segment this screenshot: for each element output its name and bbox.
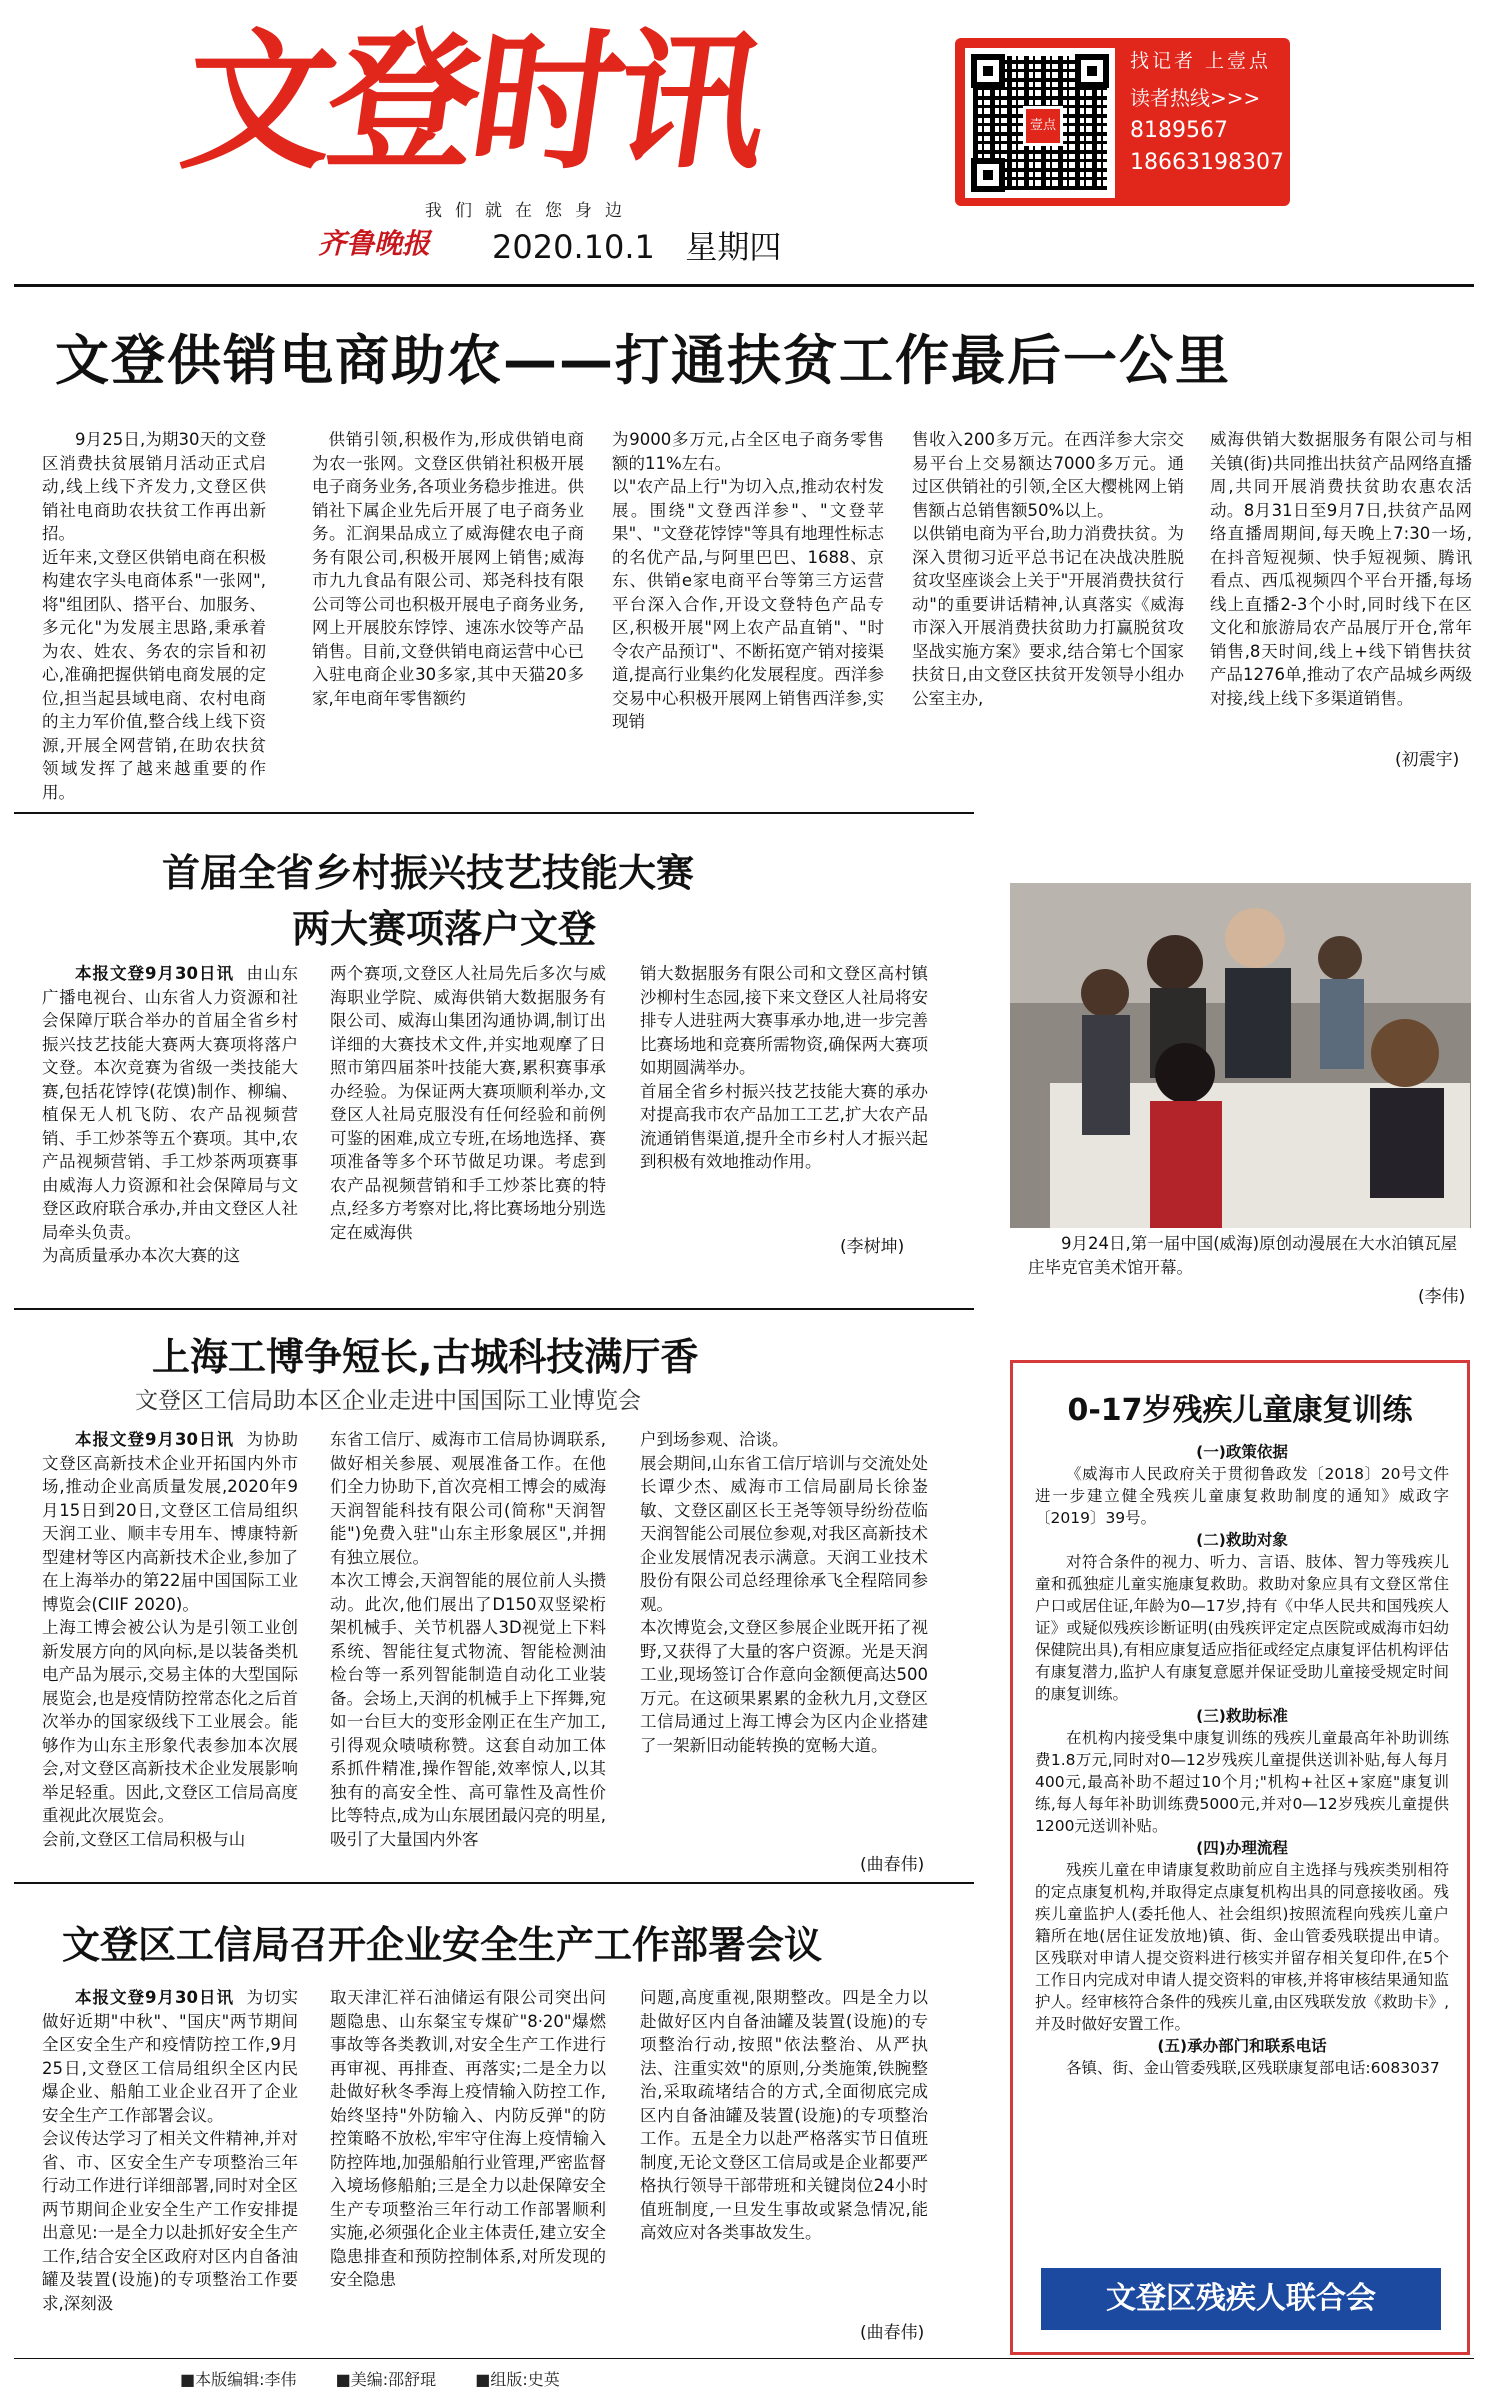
issue-date-line <box>492 222 781 268</box>
rehab-box-content <box>1035 1441 1449 2079</box>
slogan: 我们就在您身边 <box>425 201 635 221</box>
rehab-section-text: 残疾儿童在申请康复救助前应自主选择与残疾类别相符的定点康复机构,并取得定点康复机构出具的同意接收函。残疾儿童监护人(委托他人、社会组织)按照流程向残疾儿童户籍所在地(居住证发放地)镇、街、金山管委残联提出申请。区残联对申请人提交资料进行核实并留存相关复印件,在5个工作日内完成对申请人提交资料的审核,并将审核结果通知监护人。经审核符合条件的残疾儿童,由区残联发放《救助卡》,并及时做好安置工作。 <box>1035 1861 1449 2033</box>
rehab-section-heading: (四)办理流程 <box>1196 1839 1288 1857</box>
qr-eye <box>971 158 1005 192</box>
article2-col <box>330 962 606 1244</box>
rehab-section-text: 《威海市人民政府关于贯彻鲁政发〔2018〕20号文件进一步建立健全残疾儿童康复救助制度的通知》威政字〔2019〕39号。 <box>1035 1465 1449 1527</box>
footer-proof: ■组版:史英 <box>475 2370 560 2389</box>
page-footer <box>180 2367 594 2390</box>
rehab-section-text: 各镇、街、金山管委残联,区残联康复部电话:6083037 <box>1066 2059 1440 2077</box>
qr-code[interactable] <box>965 48 1115 198</box>
article3-col <box>640 1428 928 1757</box>
article3-headline: 上海工博争短长,古城科技满厅香 <box>152 1335 699 1379</box>
rehab-section-heading: (二)救助对象 <box>1196 1531 1288 1549</box>
article1-col <box>612 428 884 734</box>
masthead-title: 文登时讯 <box>172 16 774 190</box>
federation-banner: 文登区残疾人联合会 <box>1041 2268 1441 2330</box>
article3-text: 为协助文登区高新技术企业开拓国内外市场,推动企业高质量发展,2020年9月15日到20日,文登区工信局组织天润工业、顺丰专用车、博康特新型建材等区内高新技术企业,参加了在上海举办的第22届中国国际工业博览会(CIIF 2020)。 上海工博会被公认为是引领工业创新发展方向的风向标,是以装备类机电产品为展示,交易主体的大型国际展览会,也是疫情防控常态化之后首次举办的国家级线下工业展会。能够作为山东主形象代表参加本次展会,对文登区高新技术企业发展影响举足轻重。因此,文登区工信局高度重视此次展览会。 会前,文登区工信局积极与山 <box>42 1430 298 1849</box>
article1-col <box>312 428 584 710</box>
article1-headline: 文登供销电商助农——打通扶贫工作最后一公里 <box>55 329 1231 392</box>
footer-rule <box>14 2358 1474 2359</box>
article1-text: 9月25日,为期30天的文登区消费扶贫展销月活动正式启动,线上线下齐发力,文登区供销社电商助农扶贫工作再出新招。 近年来,文登区供销电商在积极构建农字头电商体系"一张网",将"组团队、搭平台、加服务、多元化"为发展主思路,秉承着为农、姓农、务农的宗旨和初心,准确把握供销电商发展的定位,担当起县域电商、农村电商的主力军价值,整合线上线下资源,开展全网营销,在助农扶贫领域发挥了越来越重要的作用。 <box>42 430 266 802</box>
paper-name: 齐鲁晚报 <box>318 227 431 260</box>
article4-col <box>640 1986 928 2245</box>
qr-logo: 壹点 <box>1023 106 1063 146</box>
article3-col <box>42 1428 298 1851</box>
article4-headline: 文登区工信局召开企业安全生产工作部署会议 <box>62 1923 823 1967</box>
article1-text: 供销引领,积极作为,形成供销电商为农一张网。文登区供销社积极开展电子商务业务,各项业务稳步推进。供销社下属企业先后开展了电子商务业务。汇润果品成立了威海健农电子商务有限公司,积极开展网上销售;威海市九九食品有限公司、郑尧科技有限公司等公司也积极开展电子商务业务,网上开展胶东饽饽、速冻水饺等产品销售。目前,文登供销电商运营中心已入驻电商企业30多家,其中天猫20多家,年电商年零售额约 <box>312 430 584 708</box>
hotline-phone-2: 18663198307 <box>1130 150 1284 175</box>
article4-text: 取天津汇祥石油储运有限公司突出问题隐患、山东粲宝专煤矿"8·20"爆燃事故等各类教训,对安全生产工作进行再审视、再排查、再落实;二是全力以赴做好秋冬季海上疫情输入防控工作,始终坚持"外防输入、内防反弹"的防控策略不放松,牢牢守住海上疫情输入防控阵地,加强船舶行业管理,严密监督入境场修船舶;三是全力以赴保障安全生产专项整治三年行动工作部署顺利实施,必须强化企业主体责任,建立安全隐患排查和预防控制体系,对所发现的安全隐患 <box>330 1988 606 2289</box>
article2-byline: 本报文登9月30日讯 <box>75 964 234 983</box>
article1-col <box>42 428 266 804</box>
article3-text: 东省工信厅、威海市工信局协调联系,做好相关参展、观展准备工作。在他们全力协助下,首次亮相工博会的威海天润智能科技有限公司(简称"天润智能")免费入驻"山东主形象展区",并拥有独立展位。 本次工博会,天润智能的展位前人头攒动。此次,他们展出了D150双竖梁桁架机械手、关节机器人3D视觉上下料系统、智能往复式物流、智能检测油检台等一系列智能制造自动化工业装备。会场上,天润的机械手上下挥舞,宛如一台巨大的变形金刚正在生产加工,引得观众啧啧称赞。这套自动加工体系抓件精准,操作智能,效率惊人,以其独有的高安全性、高可靠性及高性价比等特点,成为山东展团最闪亮的明星,吸引了大量国内外客 <box>330 1430 606 1849</box>
article2-author: (李树坤) <box>840 1237 905 1257</box>
footer-art: ■美编:邵舒琨 <box>335 2370 437 2389</box>
rehab-section-text: 对符合条件的视力、听力、言语、肢体、智力等残疾儿童和孤独症儿童实施康复救助。救助对象应具有文登区常住户口或居住证,年龄为0—17岁,持有《中华人民共和国残疾人证》或疑似残疾诊断证明(由残疾评定定点医院或威海市妇幼保健院出具),有相应康复适应指征或经定点康复评估机构评估有康复潜力,监护人有康复意愿并保证受助儿童接受规定时间的康复训练。 <box>1035 1553 1449 1703</box>
section-rule <box>14 1882 974 1884</box>
article1-col <box>1210 428 1472 710</box>
article2-text: 由山东广播电视台、山东省人力资源和社会保障厅联合举办的首届全省乡村振兴技艺技能大赛两大赛项将落户文登。本次竞赛为省级一类技能大赛,包括花饽饽(花馍)制作、柳编、植保无人机飞防、农产品视频营销、手工炒茶等五个赛项。其中,农产品视频营销、手工炒茶两项赛事由威海人力资源和社会保障局与文登区政府联合承办,并由文登区人社局牵头负责。 为高质量承办本次大赛的这 <box>42 964 298 1265</box>
article2-text: 两个赛项,文登区人社局先后多次与威海职业学院、威海供销大数据服务有限公司、威海山集团沟通协调,制订出详细的大赛技术文件,并实地观摩了日照市第四届茶叶技能大赛,累积赛事承办经验。为保证两大赛项顺利举办,文登区人社局克服没有任何经验和前例可鉴的困难,成立专班,在场地选择、赛项准备等多个环节做足功课。考虑到农产品视频营销和手工炒茶比赛的特点,经多方考察对比,将比赛场地分别选定在威海供 <box>330 964 606 1242</box>
issue-weekday: 星期四 <box>685 228 782 266</box>
article2-headline-line2: 两大赛项落户文登 <box>292 907 597 951</box>
rehab-section-heading: (三)救助标准 <box>1196 1707 1288 1725</box>
section-rule <box>14 1308 974 1310</box>
rehab-box-title: 0-17岁残疾儿童康复训练 <box>1067 1393 1413 1428</box>
article4-col <box>330 1986 606 2292</box>
article1-text: 威海供销大数据服务有限公司与相关镇(街)共同推出扶贫产品网络直播周,共同开展消费扶贫助农惠农活动。8月31日至9月7日,扶贫产品网络直播周期间,每天晚上7:30一场,在抖音短视频、快手短视频、腾讯看点、西瓜视频四个平台开播,每场线上直播2-3个小时,同时线下在区文化和旅游局农产品展厅开仓,常年销售,8天时间,线上+线下销售扶贫产品1276单,推动了农产品城乡两级对接,线上线下多渠道销售。 <box>1210 430 1472 708</box>
article2-headline-line1: 首届全省乡村振兴技艺技能大赛 <box>162 851 695 895</box>
article1-text: 售收入200多万元。在西洋参大宗交易平台上交易额达7000多万元。通过区供销社的引领,全区大樱桃网上销售额占总销售额50%以上。 以供销电商为平台,助力消费扶贫。为深入贯彻习近平总书记在决战决胜脱贫攻坚座谈会上关于"开展消费扶贫行动"的重要讲话精神,认真落实《威海市深入开展消费扶贫助力打赢脱贫攻坚战实施方案》要求,结合第七个国家扶贫日,由文登区扶贫开发领导小组办公室主办, <box>912 430 1184 708</box>
article1-col <box>912 428 1184 710</box>
article3-byline: 本报文登9月30日讯 <box>75 1430 234 1449</box>
section-rule <box>14 812 974 814</box>
article3-col <box>330 1428 606 1851</box>
rehab-section-heading: (一)政策依据 <box>1196 1443 1288 1461</box>
article4-text: 为切实做好近期"中秋"、"国庆"两节期间全区安全生产和疫情防控工作,9月25日,文登区工信局组织全区内民爆企业、船舶工业企业召开了企业安全生产工作部署会议。 会议传达学习了相关文件精神,并对省、市、区安全生产专项整治三年行动工作进行详细部署,同时对全区两节期间企业安全生产工作安排提出意见:一是全力以赴抓好安全生产工作,结合安全区政府对区内自备油罐及装置(设施)的专项整治工作要求,深刻汲 <box>42 1988 298 2313</box>
article1-text: 为9000多万元,占全区电子商务零售额的11%左右。 以"农产品上行"为切入点,推动农村发展。围绕"文登西洋参"、"文登苹果"、"文登花饽饽"等具有地理性标志的名优产品,与阿里巴巴、1688、京东、供销e家电商平台等第三方运营平台深入合作,开设文登特色产品专区,积极开展"网上农产品直销"、"时令农产品预订"、不断拓宽产销对接渠道,提高行业集约化发展程度。西洋参交易中心积极开展网上销售西洋参,实现销 <box>612 430 884 731</box>
issue-date: 2020.10.1 <box>492 228 655 266</box>
article1-author: (初震宇) <box>1395 750 1460 770</box>
article2-col <box>42 962 298 1268</box>
event-photo <box>1010 883 1471 1228</box>
article4-author: (曲春伟) <box>860 2323 925 2343</box>
article4-col <box>42 1986 298 2315</box>
article2-col <box>640 962 928 1174</box>
reporter-line: 找记者 上壹点 <box>1130 50 1272 72</box>
article3-author: (曲春伟) <box>860 1855 925 1875</box>
footer-editor: ■本版编辑:李伟 <box>180 2370 297 2389</box>
article2-text: 销大数据服务有限公司和文登区高村镇沙柳村生态园,接下来文登区人社局将安排专人进驻两大赛事承办地,进一步完善比赛场地和竞赛所需物资,确保两大赛项如期圆满举办。 首届全省乡村振兴技艺技能大赛的承办对提高我市农产品加工工艺,扩大农产品流通销售渠道,提升全市乡村人才振兴起到积极有效地推动作用。 <box>640 964 928 1171</box>
hotline-phone-1: 8189567 <box>1130 118 1228 143</box>
article4-byline: 本报文登9月30日讯 <box>75 1988 234 2007</box>
rehab-section-heading: (五)承办部门和联系电话 <box>1157 2037 1327 2055</box>
rehab-info-box <box>1010 1360 1470 2355</box>
photo-credit: (李伟) <box>1418 1287 1466 1307</box>
article3-text: 户到场参观、洽谈。 展会期间,山东省工信厅培训与交流处处长谭少杰、威海市工信局副局长徐崟敏、文登区副区长王尧等领导纷纷莅临天润智能公司展位参观,对我区高新技术企业发展情况表示满意。天润工业技术股份有限公司总经理徐承飞全程陪同参观。 本次博览会,文登区参展企业既开拓了视野,又获得了大量的客户资源。光是天润工业,现场签订合作意向金额便高达500万元。在这硕果累累的金秋九月,文登区工信局通过上海工博会为区内企业搭建了一架新旧动能转换的宽畅大道。 <box>640 1430 928 1755</box>
event-photo-illustration <box>1010 883 1471 1228</box>
top-rule <box>14 284 1474 287</box>
photo-caption: 9月24日,第一届中国(威海)原创动漫展在大水泊镇瓦屋庄毕克官美术馆开幕。 <box>1028 1234 1458 1277</box>
article4-text: 问题,高度重视,限期整改。四是全力以赴做好区内自备油罐及装置(设施)的专项整治行动,按照"依法整治、从严执法、注重实效"的原则,分类施策,铁腕整治,采取疏堵结合的方式,全面彻底完成区内自备油罐及装置(设施)的专项整治工作。五是全力以赴严格落实节日值班制度,无论文登区工信局或是企业都要严格执行领导干部带班和关键岗位24小时值班制度,一旦发生事故或紧急情况,能高效应对各类事故发生。 <box>640 1988 928 2242</box>
rehab-section-text: 在机构内接受集中康复训练的残疾儿童最高年补助训练费1.8万元,同时对0—12岁残疾儿童提供送训补贴,每人每月400元,最高补助不超过10个月;"机构+社区+家庭"康复训练,每人每年补助训练费5000元,并对0—12岁残疾儿童提供1200元送训补贴。 <box>1035 1729 1449 1835</box>
hotline-label: 读者热线>>> <box>1130 86 1261 110</box>
article3-subhead: 文登区工信局助本区企业走进中国国际工业博览会 <box>135 1388 641 1414</box>
qr-eye <box>971 54 1005 88</box>
qr-eye <box>1075 54 1109 88</box>
